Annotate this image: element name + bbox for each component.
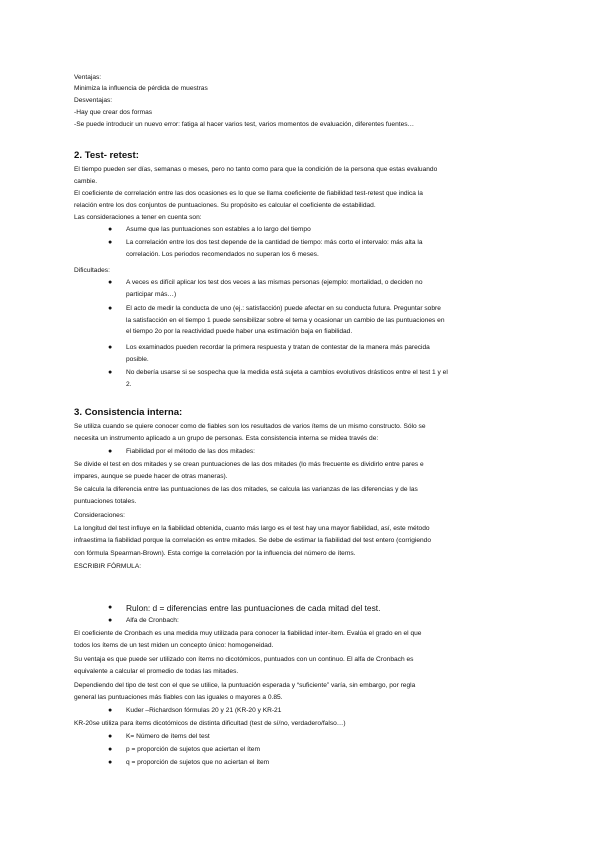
paragraph-line: Su ventaja es que puede ser utilizado con ítems no dicotómicos, puntuados con un continuo. El alfa de Cronbach es <box>74 656 414 663</box>
bullet-icon: ● <box>108 604 113 611</box>
bullet-icon: ● <box>108 239 113 246</box>
section-2-heading <box>74 149 139 162</box>
bullet-icon: ● <box>108 733 113 740</box>
considerations-label: Consideraciones: <box>74 512 125 519</box>
paragraph-line: Se calcula la diferencia entre las puntuaciones de las dos mitades, se calcula las varianzas de las diferencias y de las <box>74 486 418 493</box>
bullet-icon: ● <box>108 369 113 376</box>
section-3-number: 3. <box>74 407 83 418</box>
paragraph-line: La longitud del test influye en la fiabilidad obtenida, cuanto más largo es el test hay una mayor fiabilidad, así, este método <box>74 525 430 532</box>
document-page: Ventajas: Minimiza la influencia de pérdida de muestras Desventajas: -Hay que crear dos formas -Se puede introducir un nuevo error: fatiga al hacer varios test, varios momentos de evaluación, diferentes fuentes… 2. Test- retest: El tiempo pueden ser días, semanas o meses, pero no tanto como para que la condición de la persona que estas evaluando cambie. El coeficiente de correlación entre las dos ocasiones es lo que se llama coeficiente de fiabilidad test-retest que indica la relación entre los dos conjuntos de puntuaciones. Su propósito es calcular el coeficiente de estabilidad. Las consideraciones a tener en cuenta son: ● Asume que las puntuaciones son estables a lo largo del tiempo ● La correlación entre los dos test depende de la cantidad de tiempo: más corto el intervalo: más alta la correlación. Los periodos recomendados no superan los 6 meses. Dificultades: ● A veces es difícil aplicar los test dos veces a las mismas personas (ejemplo: mortalidad, o deciden no participar más…) ● El acto de medir la conducta de uno (ej.: satisfacción) puede afectar en su conducta futura. Preguntar sobre la satisfacción en el tiempo 1 puede sensibilizar sobre el tema y ocasionar un cambio de las puntuaciones en el tiempo 2o por la reactividad puede haber una estimación baja en fiabilidad. ● Los examinados pueden recordar la primera respuesta y tratan de contestar de la manera más parecida posible. ● No debería usarse si se sospecha que la medida está sujeta a cambios evolutivos drásticos entre el test 1 y el 2. 3. Consistencia interna: Se utiliza cuando se quiere conocer como de fiables son los resultados de varios ítems de un mismo constructo. Sólo se necesita un instrumento aplicado a un grupo de personas. Esta consistencia interna se midea través de: ● Fiabilidad por el método de las dos mitades: Se divide el test en dos mitades y se crean puntuaciones de las dos mitades (lo más frecuente es dividirlo entre pares e impares, aunque se puede hacer de otras maneras). Se calcula la diferencia entre las puntuaciones de las dos mitades, se calcula las varianzas de las diferencias y de las puntuaciones totales. Consideraciones: La longitud del test influye en la fiabilidad obtenida, cuanto más largo es el test hay una mayor fiabilidad, así, este método infraestima la fiabilidad porque la correlación es entre mitades. Se debe de estimar la fiabilidad del test entero (corrigiendo con fórmula Spearman-Brown). Esta corrige la correlación por la influencia del número de ítems. ESCRIBIR FÓRMULA: ● Rulon: d = diferencias entre las puntuaciones de cada mitad del test. ● Alfa de Cronbach: El coeficiente de Cronbach es una medida muy utilizada para conocer la fiabilidad inter-ítem. Evalúa el grado en el que todos los ítems de un test miden un concepto único: homogeneidad. Su ventaja es que puede ser utilizado con ítems no dicotómicos, puntuados con un continuo. El alfa de Cronbach es equivalente a calcular el promedio de todas las mitades. Dependiendo del tipo de test con el que se utilice, la puntuación esperada y “suficiente” varía, sin embargo, por regla general las puntuaciones más fiables con las iguales o mayores a 0.85. ● Kuder –Richardson fórmulas 20 y 21 (KR-20 y KR-21 KR-20se utiliza para ítems dicotómicos de distinta dificultad (test de sí/no, verdadero/falso…) ● K= Número de ítems del test ● p = proporción de sujetos que aciertan el ítem ● q = proporción de sujetos que no aciertan el ítem <box>0 0 600 848</box>
desventaja-item: -Se puede introducir un nuevo error: fatiga al hacer varios test, varios momentos de evaluación, diferentes fuentes… <box>74 121 415 128</box>
paragraph-line: KR-20se utiliza para ítems dicotómicos de distinta dificultad (test de sí/no, verdadero/falso…) <box>74 720 346 727</box>
considerations-label: Las consideraciones a tener en cuenta son: <box>74 214 202 221</box>
section-2-number: 2. <box>74 150 83 161</box>
paragraph-line: Dependiendo del tipo de test con el que se utilice, la puntuación esperada y “suficiente” varía, sin embargo, por regla <box>74 682 416 689</box>
bullet-icon: ● <box>108 746 113 753</box>
bullet-icon: ● <box>108 448 113 455</box>
paragraph-line: El coeficiente de Cronbach es una medida muy utilizada para conocer la fiabilidad inter-ítem. Evalúa el grado en el que <box>74 630 422 637</box>
difficulties-label: Dificultades: <box>74 267 110 274</box>
bullet-icon: ● <box>108 305 113 312</box>
paragraph-line: equivalente a calcular el promedio de todas las mitades. <box>74 668 239 675</box>
ventajas-label: Ventajas: <box>74 74 102 81</box>
paragraph-line: Se utiliza cuando se quiere conocer como de fiables son los resultados de varios ítems de un mismo constructo. Sólo se <box>74 423 426 430</box>
section-3-heading <box>74 406 182 419</box>
bullet-icon: ● <box>108 617 113 624</box>
formula-placeholder: ESCRIBIR FÓRMULA: <box>74 563 142 570</box>
paragraph-line: necesita un instrumento aplicado a un grupo de personas. Esta consistencia interna se midea través de: <box>74 435 379 442</box>
section-2-title: Test- retest: <box>84 150 139 161</box>
desventajas-label: Desventajas: <box>74 97 113 104</box>
bullet-icon: ● <box>108 344 113 351</box>
paragraph-line: puntuaciones totales. <box>74 498 137 505</box>
paragraph-line: infraestima la fiabilidad porque la correlación es entre mitades. Se debe de estimar la fiabilidad del test entero (corrigiendo <box>74 537 431 544</box>
bullet-icon: ● <box>108 759 113 766</box>
desventaja-item: -Hay que crear dos formas <box>74 109 153 116</box>
paragraph-line: todos los ítems de un test miden un concepto único: homogeneidad. <box>74 642 274 649</box>
paragraph-line: general las puntuaciones más fiables con las iguales o mayores a 0.85. <box>74 694 283 701</box>
paragraph-line: El tiempo pueden ser días, semanas o meses, pero no tanto como para que la condición de la persona que estas evaluando <box>74 166 438 173</box>
bullet-icon: ● <box>108 279 113 286</box>
paragraph-line: impares, aunque se puede hacer de otras maneras). <box>74 473 228 480</box>
ventaja-item: Minimiza la influencia de pérdida de muestras <box>74 85 208 92</box>
paragraph-line: cambie. <box>74 178 98 185</box>
paragraph-line: relación entre los dos conjuntos de puntuaciones. Su propósito es calcular el coeficiente de estabilidad. <box>74 202 376 209</box>
bullet-icon: ● <box>108 226 113 233</box>
bullet-icon: ● <box>108 707 113 714</box>
section-3-title: Consistencia interna: <box>84 407 183 418</box>
paragraph-line: con fórmula Spearman-Brown). Esta corrige la correlación por la influencia del número de ítems. <box>74 550 356 557</box>
paragraph-line: El coeficiente de correlación entre las dos ocasiones es lo que se llama coeficiente de fiabilidad test-retest que indica la <box>74 190 423 197</box>
paragraph-line: Se divide el test en dos mitades y se crean puntuaciones de las dos mitades (lo más frecuente es dividirlo entre pares e <box>74 461 424 468</box>
